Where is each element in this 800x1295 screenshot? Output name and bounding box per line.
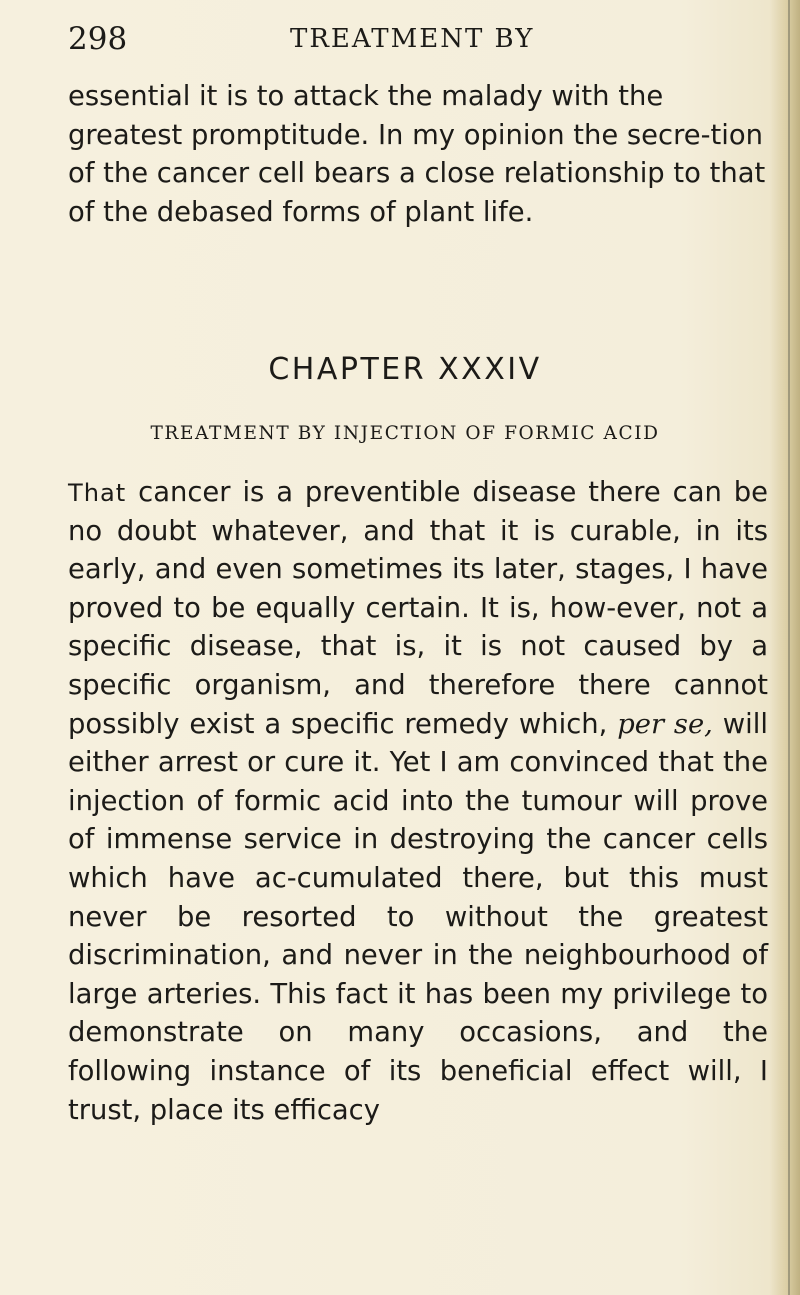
opening-word: That <box>68 479 127 507</box>
page-number: 298 <box>68 21 128 57</box>
chapter-subtitle: TREATMENT BY INJECTION OF FORMIC ACID <box>150 423 660 444</box>
page-edge-line <box>788 0 790 1295</box>
running-head <box>68 14 768 64</box>
running-title: TREATMENT BY <box>290 24 535 54</box>
continuation-paragraph: essential it is to attack the malady with the greatest promptitude. In my opinion the secre-tion of the cancer cell bears a close relationship to that of the debased forms of plant life. <box>68 81 766 228</box>
body-text-before-italic: cancer is a preventible disease there can be no doubt whatever, and that it is curable, in its early, and even sometimes its later, stages, I have proved to be equally certain. It is, how-ever, not a specific disease, that is, it is not caused by a specific organism, and therefore there cannot possibly exist a specific remedy which, <box>68 477 768 740</box>
chapter-heading: CHAPTER XXXIV <box>268 352 542 387</box>
body-text-after-italic: will either arrest or cure it. Yet I am convinced that the injection of formic acid into the tumour will prove of immense service in destroying the cancer cells which have ac-cumulated there, but this must never be resorted to without the greatest discrimination, and never in the neighbourhood of large arteries. This fact it has been my privilege to demonstrate on many occasions, and the following instance of its beneficial effect will, I trust, place its efficacy <box>68 708 768 1126</box>
body-paragraph <box>68 474 768 1130</box>
page-edge-shadow <box>770 0 800 1295</box>
italic-phrase: per se, <box>617 708 713 740</box>
